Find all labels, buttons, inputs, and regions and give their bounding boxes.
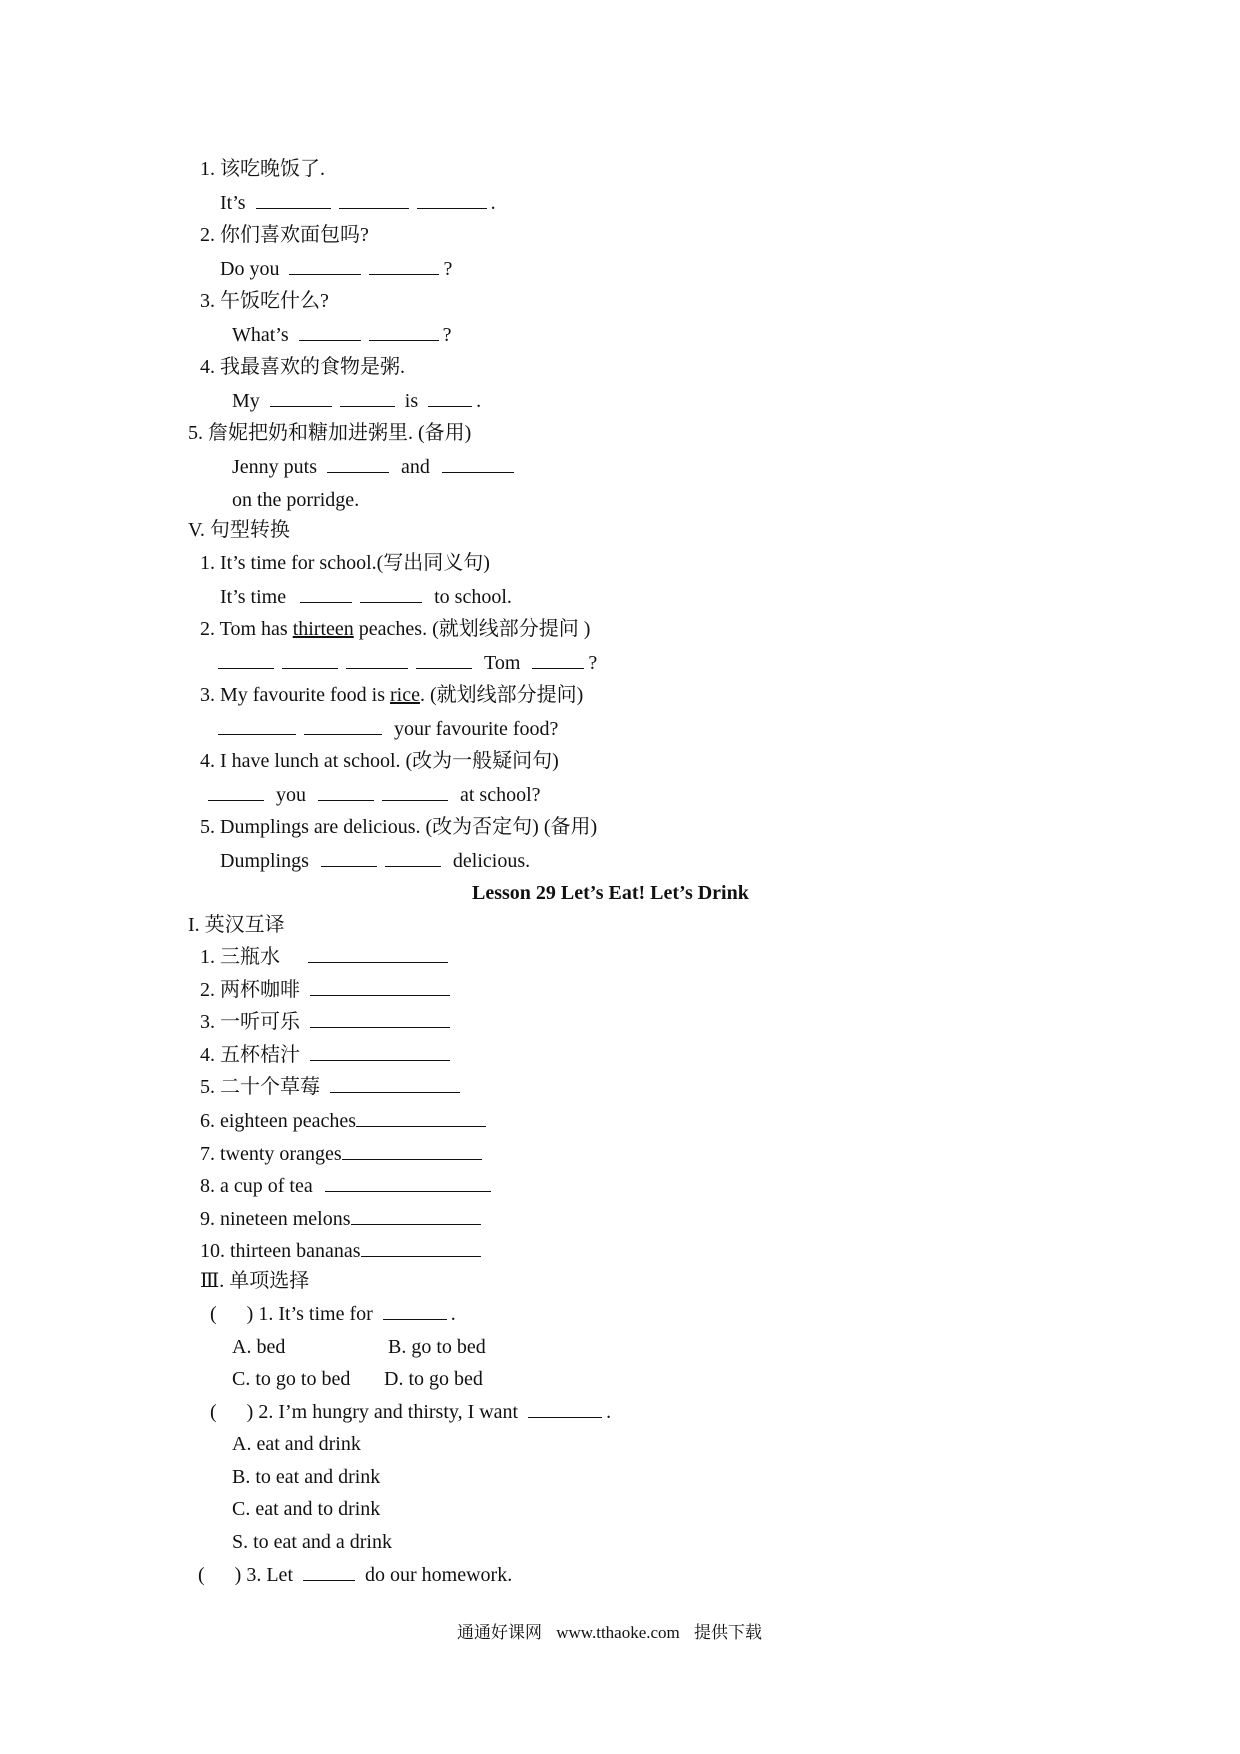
s4-item5-en: Jenny puts and <box>232 454 518 480</box>
s3-q2: ( ) 2. I’m hungry and thirsty, I want . <box>210 1401 612 1423</box>
s4-item2-en: Do you ? <box>220 258 453 280</box>
s5-q2: 2. Tom has thirteen peaches. (就划线部分提问 ) <box>200 618 591 640</box>
s5-a2: Tom ? <box>218 650 597 676</box>
s4-item3-en: What’s ? <box>232 324 452 346</box>
s1-item5: 5. 二十个草莓 <box>200 1074 464 1100</box>
s3-q2-opt-a: A. eat and drink <box>232 1433 361 1455</box>
s5-q3: 3. My favourite food is rice. (就划线部分提问) <box>200 684 584 706</box>
s1-item1: 1. 三瓶水 <box>200 944 452 970</box>
page-footer <box>457 1620 772 1646</box>
s5-q5: 5. Dumplings are delicious. (改为否定句) (备用) <box>200 816 598 838</box>
s1-item6: 6. eighteen peaches <box>200 1108 490 1134</box>
s3-q2-opt-d: S. to eat and a drink <box>232 1531 392 1553</box>
s4-item3-cn: 3. 午饭吃什么? <box>200 290 329 312</box>
s4-item1-en: It’s . <box>220 192 496 214</box>
s4-item4-cn: 4. 我最喜欢的食物是粥. <box>200 356 405 378</box>
s5-a5: Dumplings delicious. <box>220 850 531 872</box>
s3-q2-opt-b: B. to eat and drink <box>232 1466 381 1488</box>
s3-q1-opt-a: A. bed <box>232 1336 286 1358</box>
s1-item10: 10. thirteen bananas <box>200 1238 485 1264</box>
s4-item4-en: My is . <box>232 390 482 412</box>
lesson-title: Lesson 29 Let’s Eat! Let’s Drink <box>472 882 749 904</box>
s1-item3: 3. 一听可乐 <box>200 1009 454 1035</box>
s3-q1-opt-d: D. to go bed <box>384 1368 483 1390</box>
s5-q1: 1. It’s time for school.(写出同义句) <box>200 552 490 574</box>
s4-item1-cn: 1. 该吃晚饭了. <box>200 158 325 180</box>
s1-item2: 2. 两杯咖啡 <box>200 977 454 1003</box>
s4-item5-en-line2: on the porridge. <box>232 489 360 511</box>
s3-q1: ( ) 1. It’s time for . <box>210 1303 456 1325</box>
s5-heading: V. 句型转换 <box>188 519 290 541</box>
s3-heading: Ⅲ. 单项选择 <box>200 1270 310 1292</box>
s5-a1: It’s time to school. <box>220 586 512 608</box>
s5-a4: you at school? <box>208 782 541 808</box>
s5-a3: your favourite food? <box>218 716 558 742</box>
s3-q1-opt-c: C. to go to bed <box>232 1368 351 1390</box>
footer-note: 提供下载 <box>694 1623 763 1642</box>
footer-site: 通通好课网 <box>457 1623 542 1642</box>
s5-q4: 4. I have lunch at school. (改为一般疑问句) <box>200 750 559 772</box>
s1-heading: I. 英汉互译 <box>188 914 285 936</box>
s1-item4: 4. 五杯桔汁 <box>200 1042 454 1068</box>
s3-q2-opt-c: C. eat and to drink <box>232 1498 381 1520</box>
s1-item9: 9. nineteen melons <box>200 1206 485 1232</box>
s4-item2-cn: 2. 你们喜欢面包吗? <box>200 224 369 246</box>
s4-item5-cn: 5. 詹妮把奶和糖加进粥里. (备用) <box>188 422 472 444</box>
s1-item8: 8. a cup of tea <box>200 1173 495 1199</box>
s3-q1-opt-b: B. go to bed <box>388 1336 486 1358</box>
s1-item7: 7. twenty oranges <box>200 1141 486 1167</box>
s3-q3: ( ) 3. Let do our homework. <box>198 1564 513 1586</box>
footer-url: www.tthaoke.com <box>556 1623 680 1642</box>
